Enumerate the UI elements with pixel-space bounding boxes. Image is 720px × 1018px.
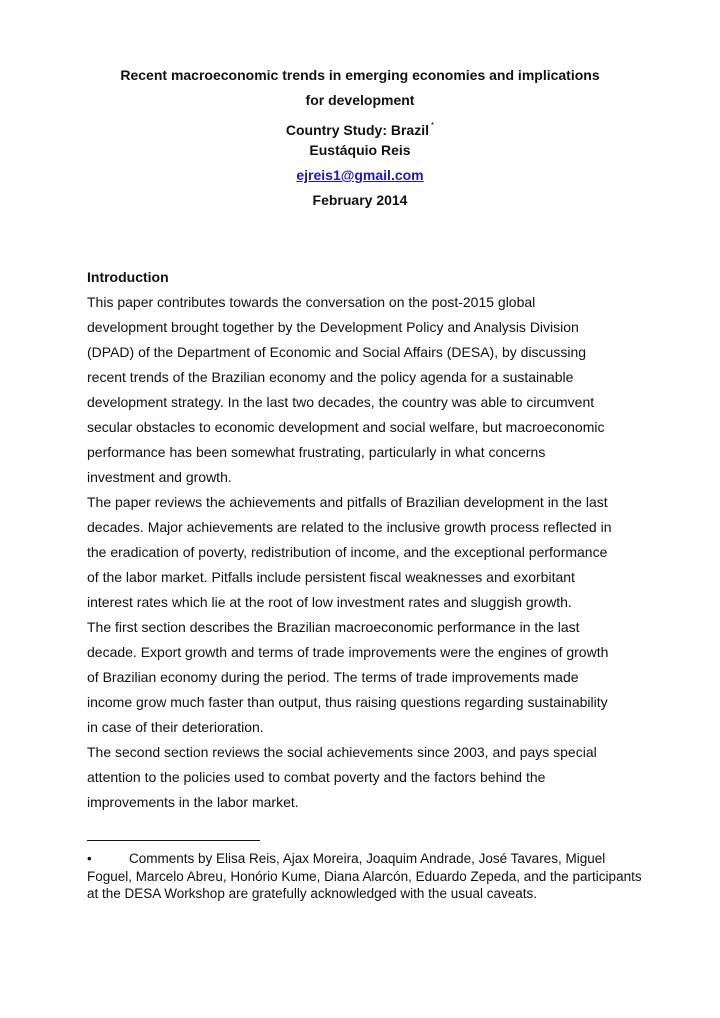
- introduction-heading: Introduction: [87, 269, 169, 285]
- intro-line: decade. Export growth and terms of trade improvements were the engines of growth: [87, 644, 609, 660]
- intro-line: the eradication of poverty, redistribution of income, and the exceptional performance: [87, 544, 608, 560]
- intro-line: (DPAD) of the Department of Economic and Social Affairs (DESA), by discussing: [87, 344, 587, 360]
- country-study: [87, 113, 633, 138]
- author-email-link[interactable]: ejreis1@gmail.com: [296, 167, 424, 183]
- intro-line: interest rates which lie at the root of low investment rates and sluggish growth.: [87, 594, 572, 610]
- title-block: [87, 63, 633, 213]
- title-line-1: Recent macroeconomic trends in emerging economies and implications: [120, 67, 600, 83]
- footnote-text: Comments by Elisa Reis, Ajax Moreira, Joaquim Andrade, José Tavares, Miguel Foguel, Marcelo Abreu, Honório Kume, Diana Alarcón, Eduardo Zepeda, and the participants at the DESA Workshop are gratefully acknowledged with the usual caveats.: [87, 851, 642, 901]
- intro-line: in case of their deterioration.: [87, 719, 264, 735]
- footnote-divider: [87, 840, 260, 841]
- intro-line: of the labor market. Pitfalls include persistent fiscal weaknesses and exorbitant: [87, 569, 575, 585]
- intro-line: secular obstacles to economic development and social welfare, but macroeconomic: [87, 419, 605, 435]
- author-name: Eustáquio Reis: [309, 142, 411, 158]
- title-line-2: for development: [305, 92, 415, 108]
- intro-line: attention to the policies used to combat poverty and the factors behind the: [87, 769, 546, 785]
- intro-line: recent trends of the Brazilian economy and the policy agenda for a sustainable: [87, 369, 574, 385]
- intro-line: income grow much faster than output, thus raising questions regarding sustainability: [87, 694, 608, 710]
- intro-line: improvements in the labor market.: [87, 794, 299, 810]
- intro-line: The paper reviews the achievements and pitfalls of Brazilian development in the last: [87, 494, 608, 510]
- intro-line: development brought together by the Development Policy and Analysis Division: [87, 319, 579, 335]
- country-study-text: Country Study: Brazil: [285, 122, 429, 138]
- footnote-marker: *: [431, 121, 435, 130]
- author-email-row: [87, 163, 633, 188]
- intro-line: development strategy. In the last two decades, the country was able to circumvent: [87, 394, 595, 410]
- introduction-section: [87, 265, 647, 815]
- intro-line: decades. Major achievements are related to the inclusive growth process reflected in: [87, 519, 612, 535]
- intro-line: The first section describes the Brazilian macroeconomic performance in the last: [87, 619, 580, 635]
- intro-line: This paper contributes towards the conversation on the post-2015 global: [87, 294, 536, 310]
- publication-date: February 2014: [312, 192, 408, 208]
- intro-line: investment and growth.: [87, 469, 232, 485]
- footnote-bullet: •: [87, 851, 92, 866]
- intro-line: The second section reviews the social achievements since 2003, and pays special: [87, 744, 597, 760]
- intro-line: performance has been somewhat frustrating, particularly in what concerns: [87, 444, 546, 460]
- footnote: [87, 850, 647, 903]
- intro-line: of Brazilian economy during the period. The terms of trade improvements made: [87, 669, 579, 685]
